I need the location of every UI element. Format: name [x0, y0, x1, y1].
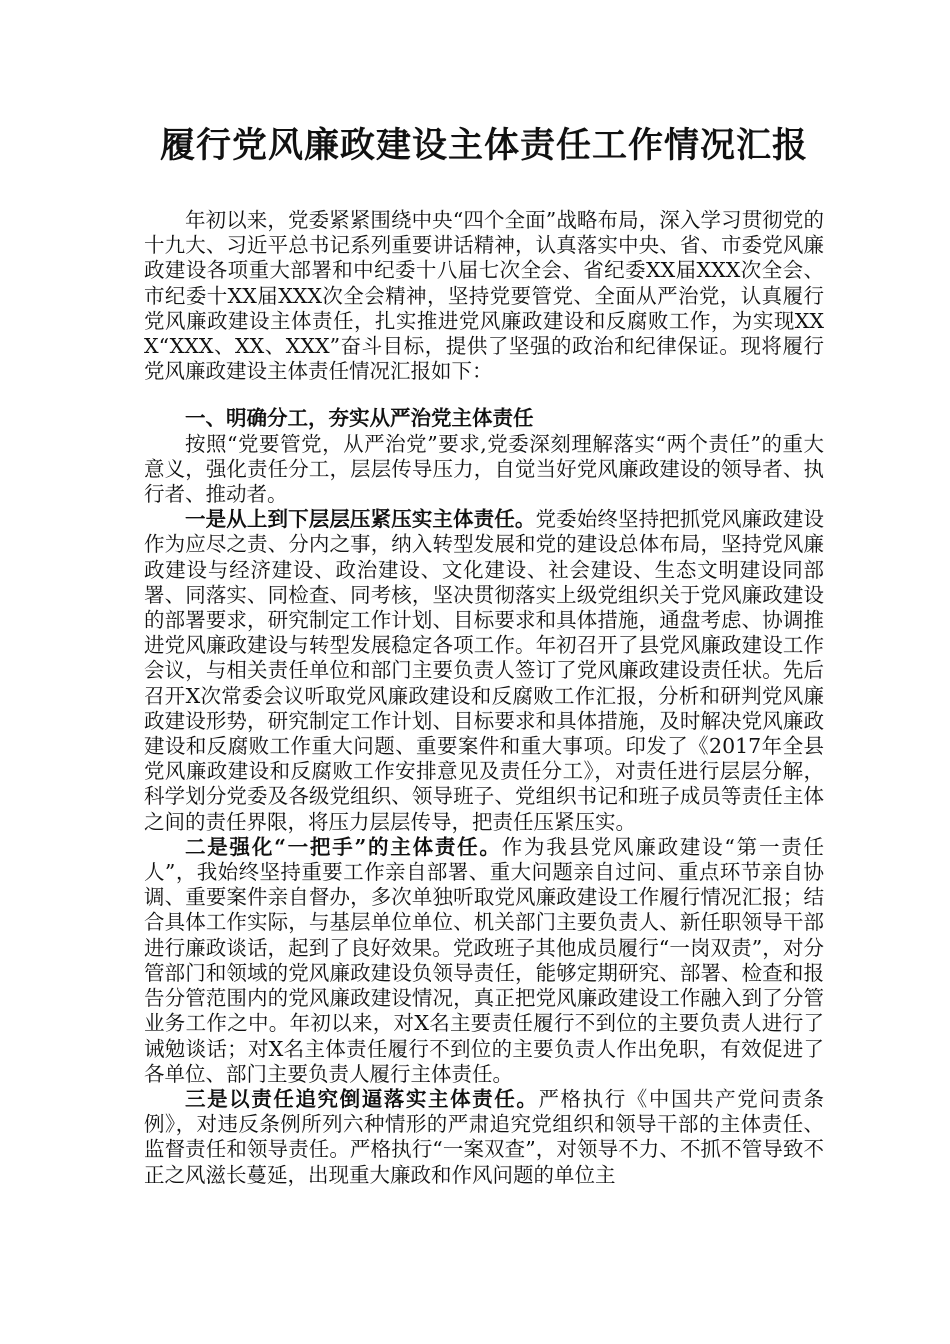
- section-1-heading: 一、明确分工，夯实从严治党主体责任: [185, 406, 534, 431]
- point-1-text: 党委始终坚持把抓党风廉政建设作为应尽之责、分内之事，纳入转型发展和党的建设总体布局，坚持党风廉政建设与经济建设、政治建设、文化建设、社会建设、生态文明建设同部署、同落实、同检查、同考核，坚决贯彻落实上级党组织关于党风廉政建设的部署要求，研究制定工作计划、目标要求和具体措施，通盘考虑、协调推进党风廉政建设与转型发展稳定各项工作。年初召开了县党风廉政建设工作会议，与相关责任单位和部门主要负责人签订了党风廉政建设责任状。先后召开X次常委会议听取党风廉政建设和反腐败工作汇报，分析和研判党风廉政建设形势，研究制定工作计划、目标要求和具体措施，及时解决党风廉政建设和反腐败工作重大问题、重要案件和重大事项。印发了《2017年全县党风廉政建设和反腐败工作安排意见及责任分工》，对责任进行层层分解，科学划分党委及各级党组织、领导班子、党组织书记和班子成员等责任主体之间的责任界限，将压力层层传导，把责任压紧压实。: [144, 507, 825, 834]
- point-2-lead: 二是强化“一把手”的主体责任。: [185, 834, 502, 859]
- section-1-intro-paragraph: 按照“党要管党，从严治党”要求,党委深刻理解落实“两个责任”的重大意义，强化责任分工，层层传导压力，自觉当好党风廉政建设的领导者、执行者、推动者。: [144, 431, 824, 507]
- point-3-text: 严格执行《中国共产党问责条例》，对违反条例所列六种情形的严肃追究党组织和领导干部的主体责任、监督责任和领导责任。严格执行“一案双查”，对领导不力、不抓不管导致不正之风滋长蔓延，出现重大廉政和作风问题的单位主: [144, 1086, 825, 1187]
- point-2-text: 作为我县党风廉政建设“第一责任人”，我始终坚持重要工作亲自部署、重大问题亲自过问、重点环节亲自协调、重要案件亲自督办，多次单独听取党风廉政建设工作履行情况汇报；结合具体工作实际，与基层单位单位、机关部门主要负责人、新任职领导干部进行廉政谈话，起到了良好效果。党政班子其他成员履行“一岗双责”，对分管部门和领域的党风廉政建设负领导责任，能够定期研究、部署、检查和报告分管范围内的党风廉政建设情况，真正把党风廉政建设工作融入到了分管业务工作之中。年初以来，对X名主要责任履行不到位的主要负责人进行了诫勉谈话；对X名主体责任履行不到位的主要负责人作出免职，有效促进了各单位、部门主要负责人履行主体责任。: [144, 834, 824, 1086]
- document-title: 履行党风廉政建设主体责任工作情况汇报: [159, 125, 808, 166]
- document-page: [144, 118, 824, 1188]
- point-1-paragraph: [144, 507, 824, 835]
- intro-paragraph: 年初以来，党委紧紧围绕中央“四个全面”战略布局，深入学习贯彻党的十九大、习近平总书记系列重要讲话精神，认真落实中央、省、市委党风廉政建设各项重大部署和中纪委十八届七次全会、省纪委XX届XXX次全会、市纪委十XX届XXX次全会精神，坚持党要管党、全面从严治党，认真履行党风廉政建设主体责任，扎实推进党风廉政建设和反腐败工作，为实现XXX“XXX、XX、XXX”奋斗目标，提供了坚强的政治和纪律保证。现将履行党风廉政建设主体责任情况汇报如下：: [144, 208, 824, 384]
- point-3-paragraph: [144, 1087, 824, 1188]
- point-2-paragraph: [144, 835, 824, 1087]
- point-1-lead: 一是从上到下层层压紧压实主体责任。: [185, 507, 536, 532]
- point-3-lead: 三是以责任追究倒逼落实主体责任。: [185, 1086, 539, 1111]
